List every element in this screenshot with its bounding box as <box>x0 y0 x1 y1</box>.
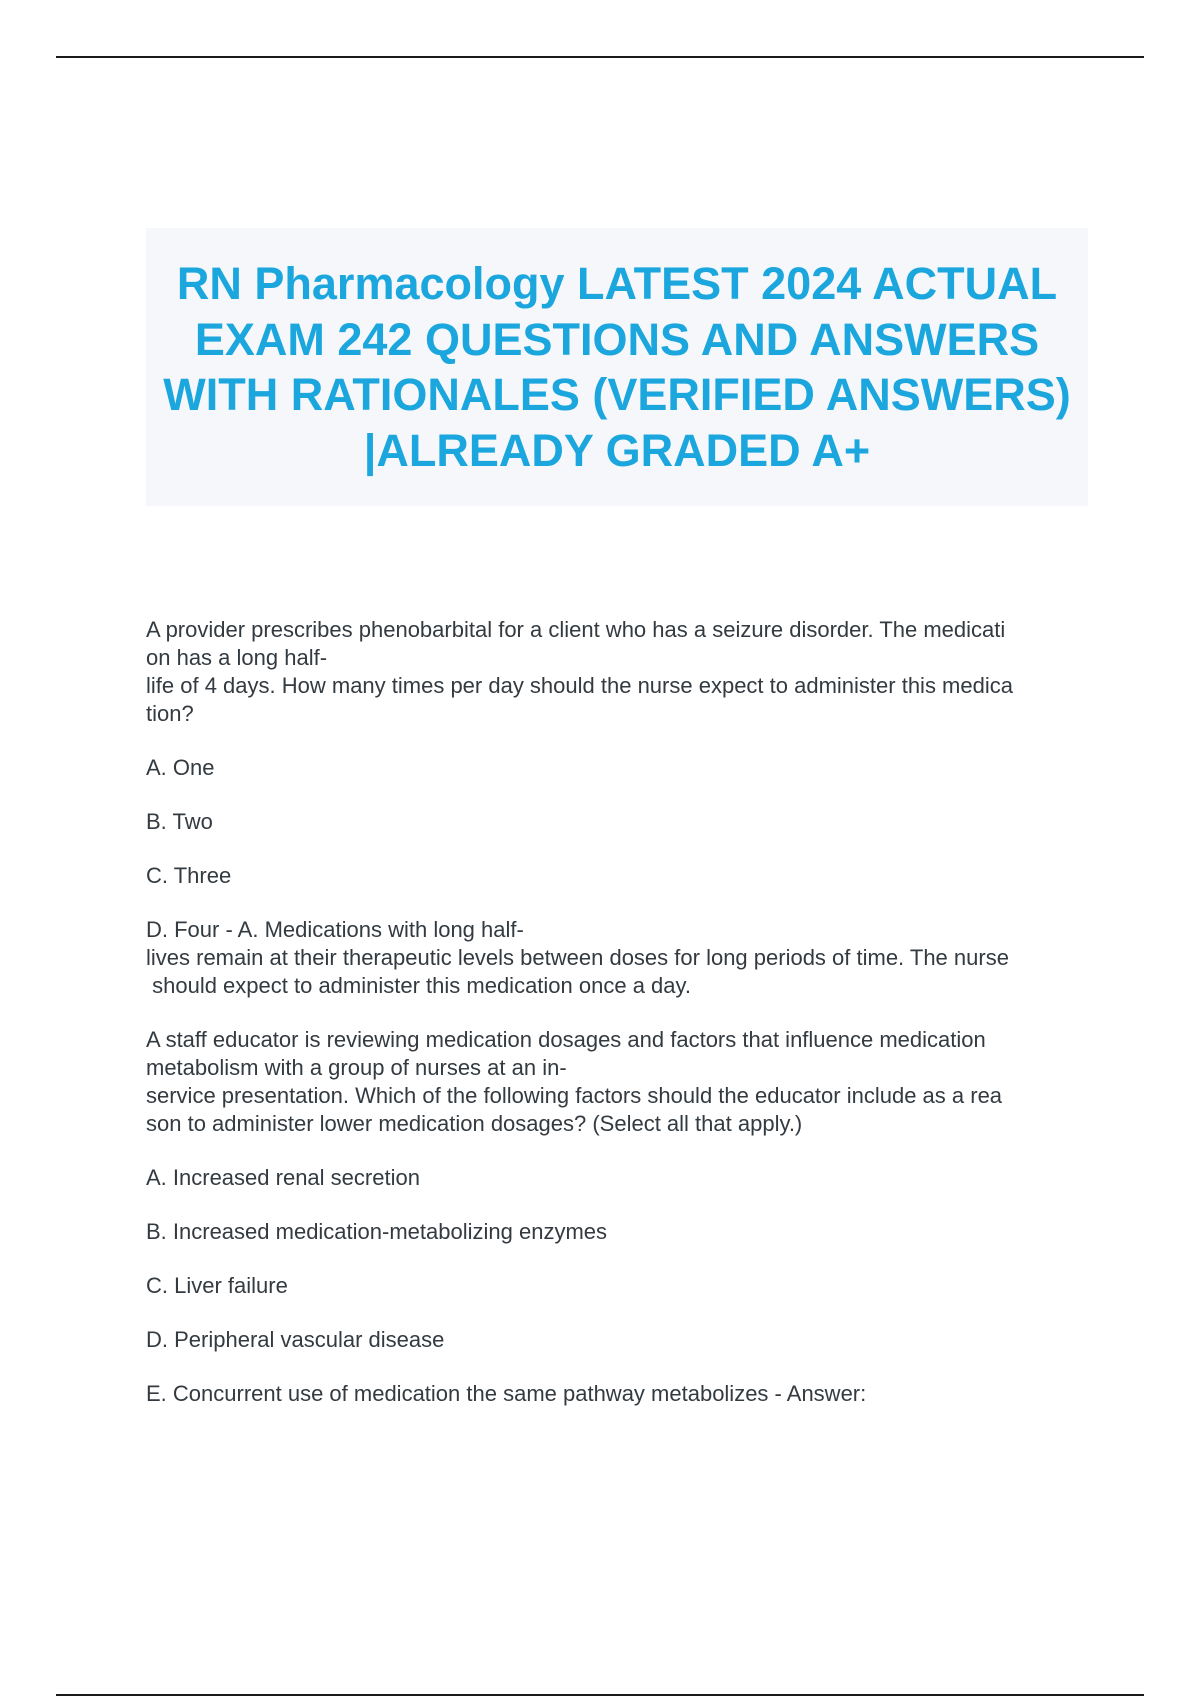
question-1-stem-line: A provider prescribes phenobarbital for a client who has a seizure disorder. The medicati <box>146 617 1006 642</box>
question-1-stem <box>146 616 1096 728</box>
question-1-option-d-with-answer <box>146 916 1096 1000</box>
option-text: B. Increased medication-metabolizing enzymes <box>146 1219 608 1244</box>
question-2-stem-line: A staff educator is reviewing medication dosages and factors that influence medication <box>146 1027 986 1052</box>
question-1-stem-line: life of 4 days. How many times per day should the nurse expect to administer this medica <box>146 673 1013 698</box>
question-2-stem-line: son to administer lower medication dosages? (Select all that apply.) <box>146 1111 803 1136</box>
footer-rule <box>56 1694 1144 1696</box>
option-text: B. Two <box>146 809 213 834</box>
question-2-stem-line: metabolism with a group of nurses at an in- <box>146 1055 567 1080</box>
question-2-option-d <box>146 1326 1096 1354</box>
option-text: C. Three <box>146 863 232 888</box>
question-1-option-a <box>146 754 1096 782</box>
header-rule <box>56 56 1144 58</box>
question-1-stem-line: tion? <box>146 701 194 726</box>
answer-line: should expect to administer this medication once a day. <box>146 973 692 998</box>
question-2-option-e <box>146 1380 1096 1408</box>
answer-line: D. Four - A. Medications with long half- <box>146 917 524 942</box>
document-body <box>146 616 1096 1434</box>
question-2-stem-line: service presentation. Which of the following factors should the educator include as a rea <box>146 1083 1003 1108</box>
question-2-option-c <box>146 1272 1096 1300</box>
option-text: D. Peripheral vascular disease <box>146 1327 445 1352</box>
question-1-option-c <box>146 862 1096 890</box>
option-text: A. Increased renal secretion <box>146 1165 420 1190</box>
question-1-option-b <box>146 808 1096 836</box>
title-banner <box>146 228 1088 506</box>
question-1-stem-line: on has a long half- <box>146 645 328 670</box>
document-title: RN Pharmacology LATEST 2024 ACTUAL EXAM 242 QUESTIONS AND ANSWERS WITH RATIONALES (VERIFIED ANSWERS) |ALREADY GRADED A+ <box>163 258 1071 476</box>
answer-line: lives remain at their therapeutic levels between doses for long periods of time. The nurse <box>146 945 1009 970</box>
question-2-option-b <box>146 1218 1096 1246</box>
option-text: A. One <box>146 755 215 780</box>
question-2-stem <box>146 1026 1096 1138</box>
option-text: E. Concurrent use of medication the same pathway metabolizes - Answer: <box>146 1381 867 1406</box>
option-text: C. Liver failure <box>146 1273 288 1298</box>
question-2-option-a <box>146 1164 1096 1192</box>
